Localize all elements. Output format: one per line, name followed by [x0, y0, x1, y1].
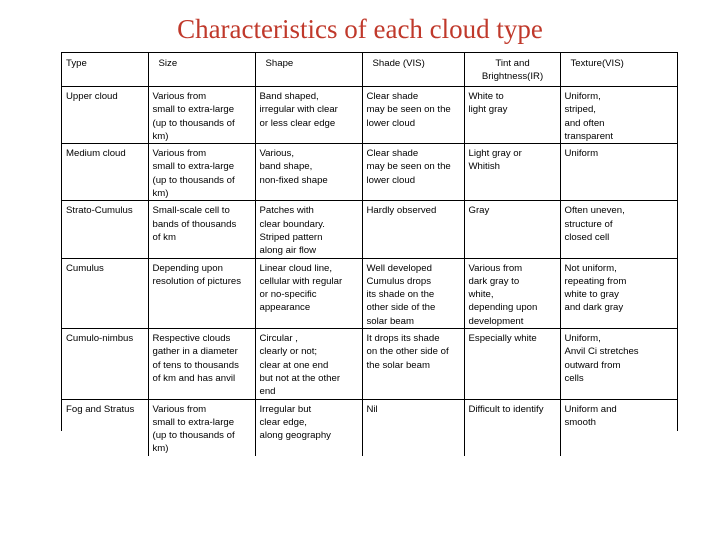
cell-shape: Circular , clearly or not; clear at one end but not at the other end	[255, 329, 362, 399]
header-texture: Texture(VIS)	[570, 58, 624, 69]
header-tint: Tint and Brightness(IR)	[464, 53, 560, 87]
table-row	[62, 87, 677, 144]
cell-tint: Light gray or Whitish	[464, 144, 560, 201]
cell-tint: Various from dark gray to white, depending upon development	[464, 258, 560, 328]
cell-texture: Uniform, striped, and often transparent	[560, 87, 677, 144]
cell-shade: Well developed Cumulus drops its shade on the other side of the solar beam	[362, 258, 464, 328]
cell-shape: Irregular but clear edge, along geography	[255, 399, 362, 456]
cell-type: Fog and Stratus	[62, 399, 148, 456]
cell-shape: Various, band shape, non-fixed shape	[255, 144, 362, 201]
table-row	[62, 258, 677, 328]
table-header-row	[62, 53, 677, 87]
table-row	[62, 201, 677, 258]
cell-shape: Patches with clear boundary. Striped pattern along air flow	[255, 201, 362, 258]
header-type: Type	[62, 53, 148, 87]
cell-size: Respective clouds gather in a diameter of tens to thousands of km and has anvil	[148, 329, 255, 399]
cell-shape: Band shaped, irregular with clear or less clear edge	[255, 87, 362, 144]
cell-size: Various from small to extra-large (up to thousands of km)	[148, 87, 255, 144]
cell-shade: Clear shade may be seen on the lower cloud	[362, 144, 464, 201]
cell-type: Strato-Cumulus	[62, 201, 148, 258]
header-shape: Shape	[255, 53, 362, 87]
cell-size: Various from small to extra-large (up to thousands of km)	[148, 399, 255, 456]
slide-title: Characteristics of each cloud type	[177, 14, 543, 44]
cell-shape: Linear cloud line, cellular with regular or no-specific appearance	[255, 258, 362, 328]
cell-type: Cumulo-nimbus	[62, 329, 148, 399]
table-row	[62, 329, 677, 399]
header-shade: Shade (VIS)	[362, 53, 464, 87]
cell-tint: White to light gray	[464, 87, 560, 144]
cell-type: Cumulus	[62, 258, 148, 328]
cell-type: Medium cloud	[62, 144, 148, 201]
cell-size: Depending upon resolution of pictures	[148, 258, 255, 328]
cell-texture: Uniform and smooth	[560, 399, 677, 456]
cell-texture: Often uneven, structure of closed cell	[560, 201, 677, 258]
cell-size: Small-scale cell to bands of thousands of km	[148, 201, 255, 258]
header-size: Size	[148, 53, 255, 87]
cell-texture: Uniform	[560, 144, 677, 201]
table-row	[62, 144, 677, 201]
cell-texture: Uniform, Anvil Ci stretches outward from cells	[560, 329, 677, 399]
cell-shade: Hardly observed	[362, 201, 464, 258]
cell-shade: Clear shade may be seen on the lower cloud	[362, 87, 464, 144]
cloud-characteristics-table	[62, 53, 677, 456]
cell-tint: Gray	[464, 201, 560, 258]
cell-tint: Difficult to identify	[464, 399, 560, 456]
cell-shade: Nil	[362, 399, 464, 456]
table-row	[62, 399, 677, 456]
cell-tint: Especially white	[464, 329, 560, 399]
cell-texture: Not uniform, repeating from white to gray and dark gray	[560, 258, 677, 328]
cell-shade: It drops its shade on the other side of the solar beam	[362, 329, 464, 399]
cell-type: Upper cloud	[62, 87, 148, 144]
cell-size: Various from small to extra-large (up to thousands of km)	[148, 144, 255, 201]
cloud-characteristics-table-frame	[61, 52, 678, 455]
